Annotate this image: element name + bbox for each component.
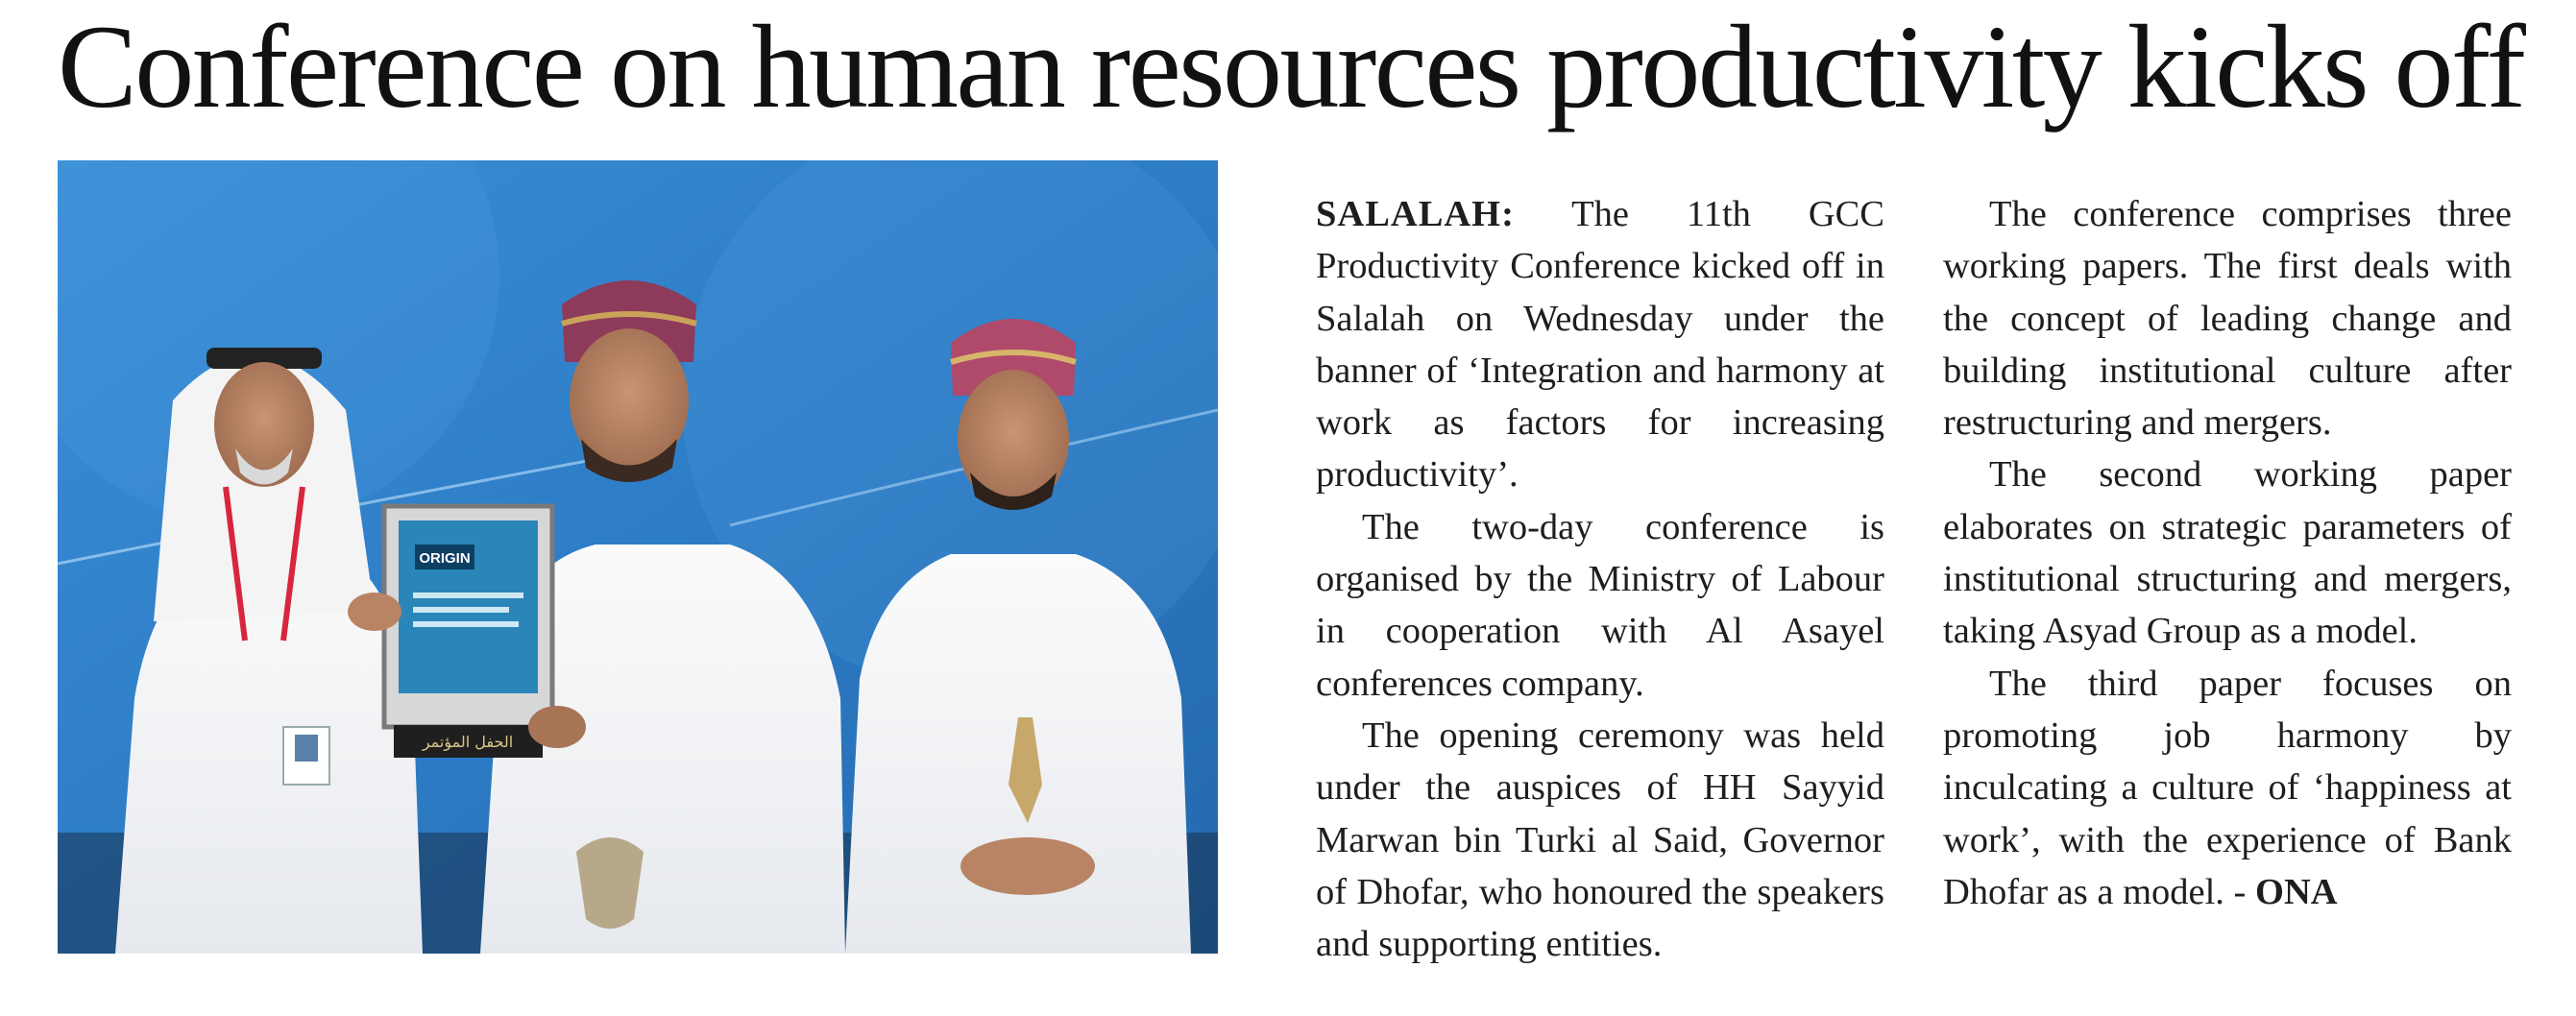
paragraph: The opening ceremony was held under the auspices of HH Sayyid Marwan bin Turki al Said, Governor of Dhofar, who honoured the speakers and supporting entities. [1316, 714, 1884, 965]
paragraph-text: The third paper focuses on promoting job harmony by inculcating a culture of ‘happiness at work’, with the experience of Bank Dhofar as a model. - [1943, 663, 2512, 912]
paragraph: The conference comprises three working papers. The first deals with the concept of leading change and building institutional culture after restructuring and mergers. [1943, 194, 2512, 444]
article-photo [58, 160, 1218, 954]
award-plaque [348, 506, 586, 758]
article-column-2 [1943, 188, 2512, 918]
agency-credit: ONA [2255, 871, 2338, 912]
headline: Conference on human resources productivity kicks off [58, 1, 2524, 133]
paragraph: The two-day conference is organised by the Ministry of Labour in cooperation with Al Asayel conferences company. [1316, 506, 1884, 704]
dateline: SALALAH: [1316, 194, 1515, 234]
plaque-brand: ORIGIN [419, 550, 471, 567]
paragraph: The second working paper elaborates on strategic parameters of institutional structuring and mergers, taking Asyad Group as a model. [1943, 454, 2512, 652]
paragraph [1316, 188, 1884, 501]
article-column-1 [1316, 188, 1884, 970]
paragraph-text: The 11th GCC Productivity Conference kicked off in Salalah on Wednesday under the banner of ‘Integration and harmony at work as factors for increasing productivity’. [1316, 194, 1884, 496]
plaque-text: الحفل المؤتمر [422, 733, 514, 751]
paragraph [1943, 658, 2512, 918]
